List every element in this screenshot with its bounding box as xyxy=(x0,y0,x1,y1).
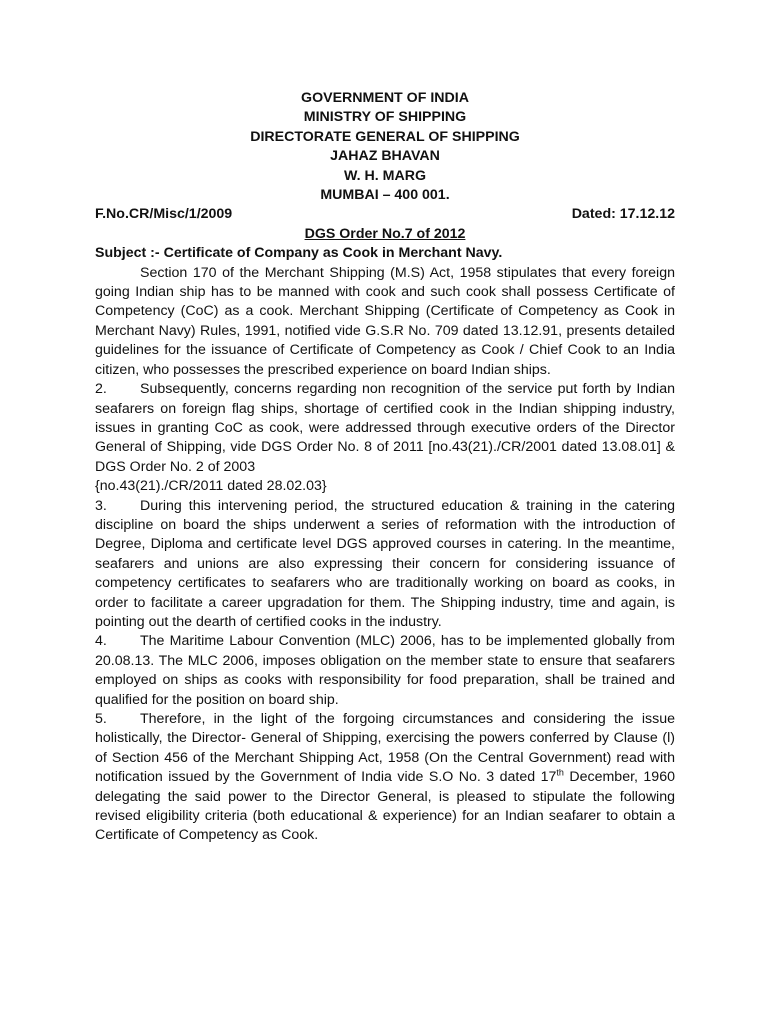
order-title: DGS Order No.7 of 2012 xyxy=(304,225,466,242)
paragraph-4-number: 4. xyxy=(95,633,107,650)
header-building: JAHAZ BHAVAN xyxy=(330,148,440,165)
subject-line: Subject :- Certificate of Company as Cook in Merchant Navy. xyxy=(95,245,503,262)
header-government: GOVERNMENT OF INDIA xyxy=(301,90,469,106)
header-city: MUMBAI – 400 001. xyxy=(320,187,450,204)
paragraph-3-text: During this intervening period, the structured education & training in the catering discipline on board the ships underwent a series of reformation with the introduction of Degree, Diploma and certificate level DGS approved courses in catering. In the meantime, seafarers and unions are also expressing their concern for considering issuance of competency certificates to seafarers who are traditionally working on board as cooks, in order to facilitate a career upgradation for them. The Shipping industry, time and again, is pointing out the dearth of certified cooks in the industry. xyxy=(95,497,675,630)
document-page xyxy=(95,89,675,846)
order-date: Dated: 17.12.12 xyxy=(571,206,675,223)
paragraph-3-number: 3. xyxy=(95,497,107,514)
reference-row xyxy=(95,205,675,224)
paragraph-1: Section 170 of the Merchant Shipping (M.S) Act, 1958 stipulates that every foreign going Indian ship has to be manned with cook and such cook shall possess Certificate of Competency (CoC) as a cook. Merchant Shipping (Certificate of Competency as Cook in Merchant Navy) Rules, 1991, notified vide G.S.R No. 709 dated 13.12.91, presents detailed guidelines for the issuance of Certificate of Competency as Cook / Chief Cook to an India citizen, who possesses the prescribed experience on board Indian ships. xyxy=(95,264,675,378)
header-directorate: DIRECTORATE GENERAL OF SHIPPING xyxy=(250,128,520,145)
paragraph-5-text-a: Therefore, in the light of the forgoing circumstances and considering the issue holistically, the Director- General of Shipping, exercising the powers conferred by Clause (l) of Section 456 of the Merchant Shipping Act, 1958 (On the Central Government) read with notification issued by the Government of India vide S.O No. 3 dated 17 xyxy=(95,711,675,786)
header-street: W. H. MARG xyxy=(344,167,426,184)
paragraph-5-number: 5. xyxy=(95,711,107,727)
paragraph-5-superscript: th xyxy=(556,767,564,778)
file-number: F.No.CR/Misc/1/2009 xyxy=(95,206,233,223)
paragraph-2-reference: {no.43(21)./CR/2011 dated 28.02.03} xyxy=(95,478,327,495)
paragraph-4 xyxy=(95,632,675,710)
paragraph-2-text: Subsequently, concerns regarding non recognition of the service put forth by Indian seafarers on foreign flag ships, shortage of certified cook in the Indian shipping industry, issues in granting CoC as cook, were addressed through executive orders of the Director General of Shipping, vide DGS Order No. 8 of 2011 [no.43(21)./CR/2001 dated 13.08.01] & DGS Order No. 2 of 2003 xyxy=(95,381,675,475)
paragraph-2 xyxy=(95,380,675,496)
paragraph-5-text-b: December, 1960 delegating the said power to the Director General, is pleased to stipulate the following revised eligibility criteria (both educational & experience) for an Indian seafarer to obtain a Certificate of Competency as Cook. xyxy=(95,769,675,844)
paragraph-2-number: 2. xyxy=(95,381,107,398)
paragraph-5 xyxy=(95,710,675,846)
paragraph-3 xyxy=(95,497,675,633)
letterhead xyxy=(95,89,675,205)
header-ministry: MINISTRY OF SHIPPING xyxy=(303,109,467,126)
paragraph-4-text: The Maritime Labour Convention (MLC) 2006, has to be implemented globally from 20.08.13. The MLC 2006, imposes obligation on the member state to ensure that seafarers employed on ships as cooks with responsibility for food preparation, shall be trained and qualified for the position on board ship. xyxy=(95,633,675,708)
